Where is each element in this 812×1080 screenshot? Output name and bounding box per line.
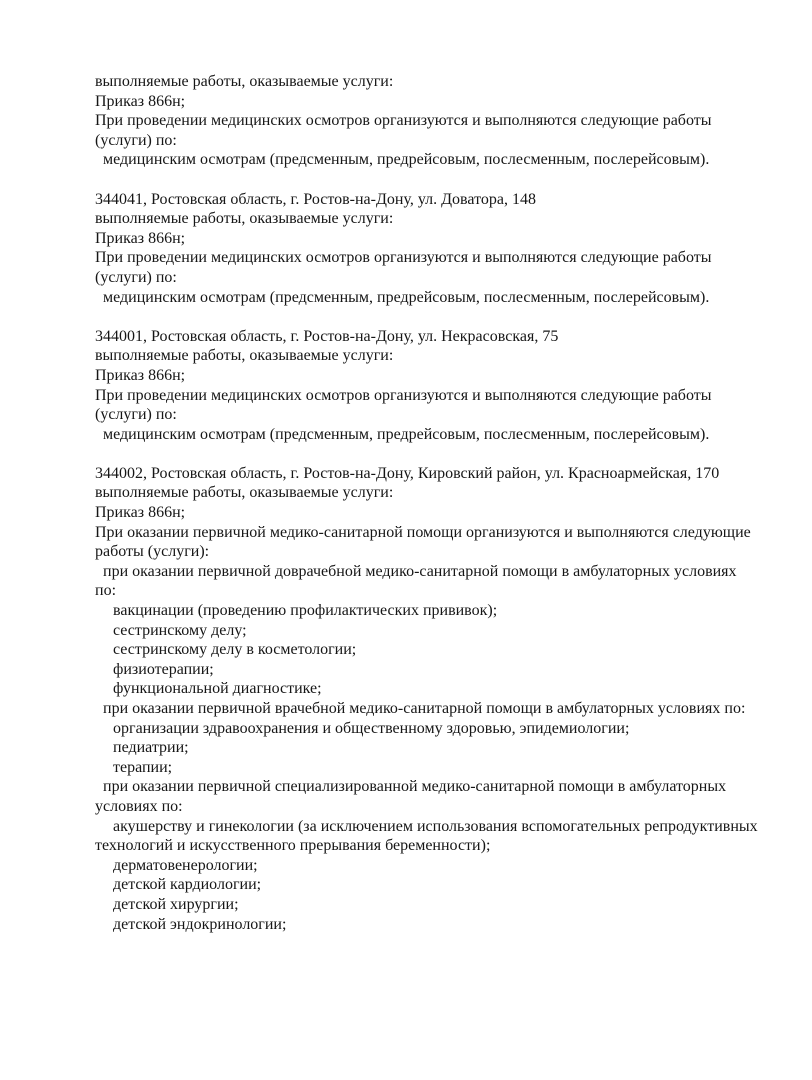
text-line: медицинским осмотрам (предсменным, предрейсовым, послесменным, послерейсовым). xyxy=(103,425,710,443)
text-line: вакцинации (проведению профилактических прививок); xyxy=(113,602,498,620)
text-line: сестринскому делу в косметологии; xyxy=(113,641,357,659)
text-line: (услуги) по: xyxy=(95,268,177,286)
text-line: работы (услуги): xyxy=(95,543,210,561)
text-line: При оказании первичной медико-санитарной помощи организуются и выполняются следующие xyxy=(95,523,751,541)
text-line: Приказ 866н; xyxy=(95,366,186,384)
text-line: (услуги) по: xyxy=(95,406,177,424)
address-line: 344001, Ростовская область, г. Ростов-на-Дону, ул. Некрасовская, 75 xyxy=(95,327,559,345)
text-line: акушерству и гинекологии (за исключением использования вспомогательных репродуктивных xyxy=(113,817,758,835)
text-line: выполняемые работы, оказываемые услуги: xyxy=(95,210,394,228)
text-line: детской хирургии; xyxy=(113,895,239,913)
text-line: при оказании первичной врачебной медико-санитарной помощи в амбулаторных условиях по: xyxy=(103,700,746,717)
text-line: При проведении медицинских осмотров организуются и выполняются следующие работы xyxy=(95,249,712,267)
text-line: дерматовенерологии; xyxy=(113,856,258,874)
text-line: медицинским осмотрам (предсменным, предрейсовым, послесменным, послерейсовым). xyxy=(103,151,710,169)
text-line: При проведении медицинских осмотров организуются и выполняются следующие работы xyxy=(95,386,712,404)
text-line: выполняемые работы, оказываемые услуги: xyxy=(95,73,394,90)
text-line: технологий и искусственного прерывания беременности); xyxy=(95,837,491,855)
text-line: выполняемые работы, оказываемые услуги: xyxy=(95,484,394,502)
section-services-continued xyxy=(95,72,772,170)
document-text xyxy=(95,72,772,934)
text-line: терапии; xyxy=(113,758,173,776)
address-line: 344041, Ростовская область, г. Ростов-на-Дону, ул. Доватора, 148 xyxy=(95,190,536,208)
text-line: сестринскому делу; xyxy=(113,621,247,639)
text-line: выполняемые работы, оказываемые услуги: xyxy=(95,347,394,365)
text-line: физиотерапии; xyxy=(113,660,214,678)
text-line: При проведении медицинских осмотров организуются и выполняются следующие работы xyxy=(95,112,712,130)
text-line: условиях по: xyxy=(95,797,183,815)
text-line: детской кардиологии; xyxy=(113,876,262,894)
text-line: Приказ 866н; xyxy=(95,92,186,110)
text-line: педиатрии; xyxy=(113,739,189,757)
section-address-344001 xyxy=(95,327,772,445)
text-line: организации здравоохранения и общественному здоровью, эпидемиологии; xyxy=(113,719,630,737)
text-line: функциональной диагностике; xyxy=(113,680,322,698)
section-address-344041 xyxy=(95,190,772,308)
text-line: при оказании первичной доврачебной медико-санитарной помощи в амбулаторных условиях xyxy=(103,562,737,580)
text-line: (услуги) по: xyxy=(95,131,177,149)
text-line: Приказ 866н; xyxy=(95,229,186,247)
text-line: по: xyxy=(95,582,117,600)
text-line: детской эндокринологии; xyxy=(113,915,287,933)
text-line: при оказании первичной специализированной медико-санитарной помощи в амбулаторных xyxy=(103,778,727,796)
text-line: медицинским осмотрам (предсменным, предрейсовым, послесменным, послерейсовым). xyxy=(103,288,710,306)
text-line: Приказ 866н; xyxy=(95,504,186,522)
section-address-344002 xyxy=(95,464,772,934)
address-line: 344002, Ростовская область, г. Ростов-на-Дону, Кировский район, ул. Красноармейская, 170 xyxy=(95,464,720,482)
